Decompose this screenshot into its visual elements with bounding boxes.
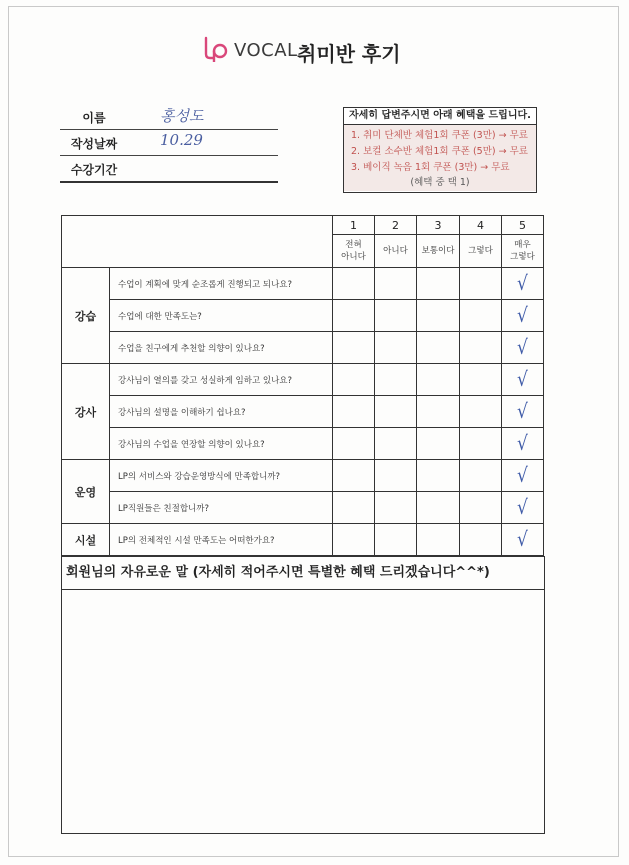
check-mark: √: [517, 495, 528, 519]
answer-cell-1[interactable]: [333, 396, 375, 428]
category-label: 운영: [62, 460, 110, 524]
answer-cell-1[interactable]: [333, 428, 375, 460]
answer-cell-1[interactable]: [333, 332, 375, 364]
question-row: [62, 364, 544, 396]
check-mark: √: [517, 431, 528, 455]
check-mark: √: [517, 399, 528, 423]
answer-cell-5[interactable]: [502, 428, 544, 460]
answer-cell-4[interactable]: [460, 364, 502, 396]
answer-cell-2[interactable]: [375, 428, 417, 460]
info-row-date: [60, 130, 278, 156]
info-value-name[interactable]: 홍성도: [160, 107, 204, 125]
answer-cell-4[interactable]: [460, 524, 502, 556]
scale-number: 4: [460, 216, 502, 235]
scale-number-row: [62, 216, 544, 235]
answer-cell-4[interactable]: [460, 268, 502, 300]
answer-cell-1[interactable]: [333, 268, 375, 300]
answer-cell-3[interactable]: [417, 396, 460, 428]
scale-number: 2: [375, 216, 417, 235]
check-mark: √: [517, 335, 528, 359]
check-mark: √: [517, 463, 528, 487]
comment-area[interactable]: [62, 590, 544, 834]
question-text: 수업이 계획에 맞게 순조롭게 진행되고 되나요?: [110, 268, 333, 300]
answer-cell-2[interactable]: [375, 396, 417, 428]
info-row-name: [60, 104, 278, 130]
scale-label: 전혀 아니다: [333, 235, 375, 268]
benefit-title: 자세히 답변주시면 아래 혜택을 드립니다.: [344, 108, 536, 125]
question-text: LP의 서비스와 강습운영방식에 만족합니까?: [110, 460, 333, 492]
answer-cell-4[interactable]: [460, 492, 502, 524]
page-title: 취미반 후기: [297, 42, 401, 66]
answer-cell-2[interactable]: [375, 460, 417, 492]
answer-cell-3[interactable]: [417, 332, 460, 364]
info-label: 작성날짜: [70, 137, 118, 151]
answer-cell-1[interactable]: [333, 300, 375, 332]
scale-label: 그렇다: [460, 235, 502, 268]
answer-cell-2[interactable]: [375, 300, 417, 332]
benefit-item: 3. 베이직 녹음 1회 쿠폰 (3만) → 무료: [351, 162, 510, 173]
answer-cell-3[interactable]: [417, 300, 460, 332]
question-row: [62, 396, 544, 428]
question-text: 강사님이 열의를 갖고 성실하게 임하고 있나요?: [110, 364, 333, 396]
answer-cell-5[interactable]: [502, 268, 544, 300]
answer-cell-5[interactable]: [502, 332, 544, 364]
info-label: 이름: [82, 111, 106, 125]
answer-cell-2[interactable]: [375, 492, 417, 524]
scale-number: 1: [333, 216, 375, 235]
question-row: [62, 268, 544, 300]
answer-cell-2[interactable]: [375, 364, 417, 396]
comment-title: 회원님의 자유로운 말 (자세히 적어주시면 특별한 혜택 드리겠습니다^^*): [62, 557, 544, 590]
answer-cell-5[interactable]: [502, 364, 544, 396]
answer-cell-3[interactable]: [417, 524, 460, 556]
answer-cell-5[interactable]: [502, 300, 544, 332]
comment-box: [61, 556, 545, 834]
answer-cell-5[interactable]: [502, 396, 544, 428]
answer-cell-2[interactable]: [375, 524, 417, 556]
answer-cell-3[interactable]: [417, 460, 460, 492]
check-mark: √: [517, 271, 528, 295]
answer-cell-3[interactable]: [417, 268, 460, 300]
check-mark: √: [517, 367, 528, 391]
survey-table: [61, 215, 544, 556]
question-text: LP의 전체적인 시설 만족도는 어떠한가요?: [110, 524, 333, 556]
category-label: 시설: [62, 524, 110, 556]
answer-cell-1[interactable]: [333, 460, 375, 492]
brand-name: VOCAL: [234, 40, 298, 61]
check-mark: √: [517, 527, 528, 551]
answer-cell-4[interactable]: [460, 428, 502, 460]
scale-label: 보통이다: [417, 235, 460, 268]
answer-cell-1[interactable]: [333, 524, 375, 556]
category-label: 강사: [62, 364, 110, 460]
scale-number: 5: [502, 216, 544, 235]
question-text: LP직원들은 친절합니까?: [110, 492, 333, 524]
answer-cell-3[interactable]: [417, 428, 460, 460]
question-text: 강사님의 설명을 이해하기 쉽나요?: [110, 396, 333, 428]
question-row: [62, 300, 544, 332]
answer-cell-5[interactable]: [502, 460, 544, 492]
info-label: 수강기간: [70, 163, 118, 177]
answer-cell-1[interactable]: [333, 364, 375, 396]
info-row-period: [60, 156, 278, 183]
question-row: [62, 332, 544, 364]
answer-cell-2[interactable]: [375, 332, 417, 364]
header: [0, 34, 629, 66]
answer-cell-4[interactable]: [460, 396, 502, 428]
answer-cell-5[interactable]: [502, 524, 544, 556]
lp-logo-icon: [200, 36, 232, 62]
benefit-item: 2. 보컬 소수반 체험1회 쿠폰 (5만) → 무료: [351, 146, 528, 157]
answer-cell-2[interactable]: [375, 268, 417, 300]
question-row: [62, 460, 544, 492]
question-text: 수업을 친구에게 추천할 의향이 있나요?: [110, 332, 333, 364]
table-corner: [62, 216, 333, 268]
member-info: [60, 104, 278, 183]
benefit-note: (혜택 중 택 1): [410, 177, 470, 188]
question-row: [62, 492, 544, 524]
scale-label: 아니다: [375, 235, 417, 268]
benefit-item: 1. 취미 단체반 체험1회 쿠폰 (3만) → 무료: [351, 130, 528, 141]
scale-number: 3: [417, 216, 460, 235]
category-label: 강습: [62, 268, 110, 364]
question-row: [62, 428, 544, 460]
answer-cell-3[interactable]: [417, 364, 460, 396]
answer-cell-4[interactable]: [460, 460, 502, 492]
question-text: 강사님의 수업을 연장할 의향이 있나요?: [110, 428, 333, 460]
answer-cell-5[interactable]: [502, 492, 544, 524]
question-text: 수업에 대한 만족도는?: [110, 300, 333, 332]
answer-cell-1[interactable]: [333, 492, 375, 524]
info-value-date[interactable]: 10.29: [160, 131, 203, 149]
benefit-list: [344, 125, 536, 191]
scale-label: 매우 그렇다: [502, 235, 544, 268]
check-mark: √: [517, 303, 528, 327]
answer-cell-3[interactable]: [417, 492, 460, 524]
answer-cell-4[interactable]: [460, 332, 502, 364]
answer-cell-4[interactable]: [460, 300, 502, 332]
question-row: [62, 524, 544, 556]
benefit-box: [343, 107, 537, 193]
